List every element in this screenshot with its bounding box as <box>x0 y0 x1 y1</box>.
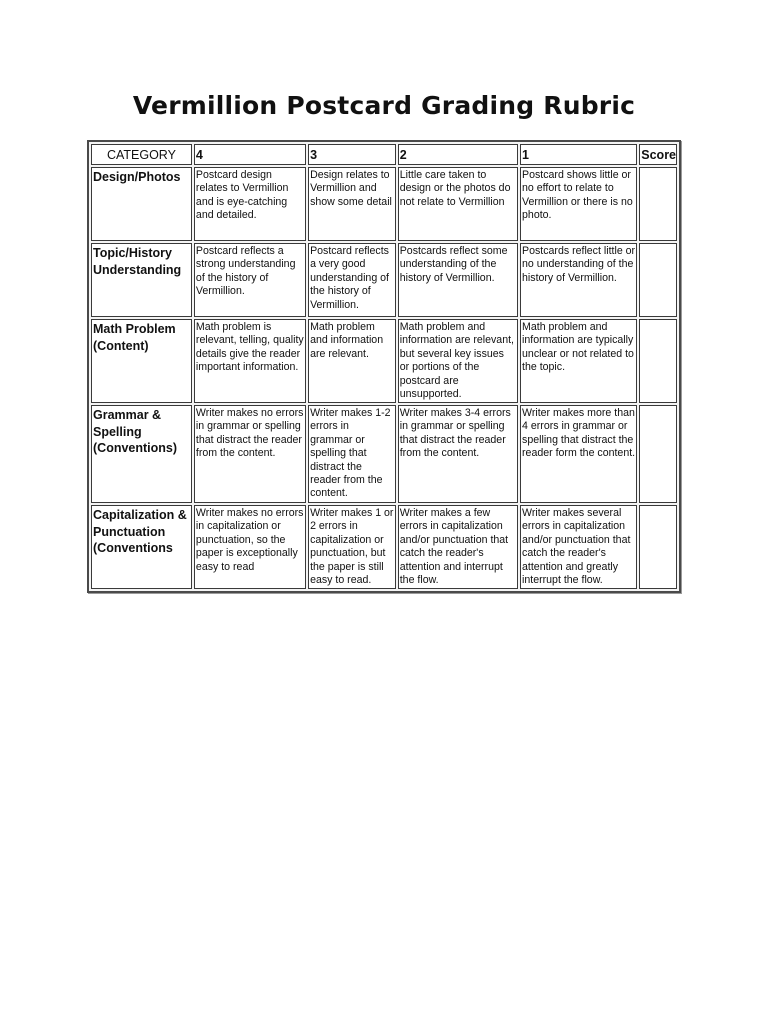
table-row <box>91 167 677 241</box>
score-cell <box>639 405 677 503</box>
row-category: Design/Photos <box>91 167 192 241</box>
criteria-level-1: Postcards reflect little or no understanding of the history of Vermillion. <box>520 243 637 317</box>
score-cell <box>639 243 677 317</box>
criteria-level-4: Postcard reflects a strong understanding of the history of Vermillion. <box>194 243 306 317</box>
header-level-2: 2 <box>398 144 518 165</box>
header-row <box>91 144 677 165</box>
criteria-level-4: Writer makes no errors in capitalization or punctuation, so the paper is exceptionally easy to read <box>194 505 306 589</box>
header-level-4: 4 <box>194 144 306 165</box>
table-row <box>91 243 677 317</box>
table-row <box>91 505 677 589</box>
score-cell <box>639 167 677 241</box>
row-category: Grammar & Spelling (Conventions) <box>91 405 192 503</box>
row-category: Capitalization & Punctuation (Conventions <box>91 505 192 589</box>
criteria-level-1: Writer makes more than 4 errors in grammar or spelling that distract the reader form the content. <box>520 405 637 503</box>
criteria-level-4: Writer makes no errors in grammar or spelling that distract the reader from the content. <box>194 405 306 503</box>
header-level-3: 3 <box>308 144 396 165</box>
criteria-level-2: Math problem and information are relevant, but several key issues or portions of the postcard are unsupported. <box>398 319 518 403</box>
table-row <box>91 405 677 503</box>
criteria-level-1: Postcard shows little or no effort to relate to Vermillion or there is no photo. <box>520 167 637 241</box>
criteria-level-2: Little care taken to design or the photos do not relate to Vermillion <box>398 167 518 241</box>
header-score: Score <box>639 144 677 165</box>
row-category: Topic/History Understanding <box>91 243 192 317</box>
header-level-1: 1 <box>520 144 637 165</box>
header-category: CATEGORY <box>91 144 192 165</box>
page-title: Vermillion Postcard Grading Rubric <box>132 91 636 120</box>
criteria-level-3: Design relates to Vermillion and show some detail <box>308 167 396 241</box>
rubric-table <box>87 140 681 593</box>
criteria-level-1: Math problem and information are typically unclear or not related to the topic. <box>520 319 637 403</box>
score-cell <box>639 319 677 403</box>
row-category: Math Problem (Content) <box>91 319 192 403</box>
criteria-level-1: Writer makes several errors in capitalization and/or punctuation that catch the reader's attention and greatly interrupt the flow. <box>520 505 637 589</box>
criteria-level-4: Postcard design relates to Vermillion and is eye-catching and detailed. <box>194 167 306 241</box>
criteria-level-3: Math problem and information are relevant. <box>308 319 396 403</box>
criteria-level-4: Math problem is relevant, telling, quality details give the reader important information. <box>194 319 306 403</box>
table-row <box>91 319 677 403</box>
criteria-level-2: Postcards reflect some understanding of the history of Vermillion. <box>398 243 518 317</box>
criteria-level-3: Writer makes 1 or 2 errors in capitalization or punctuation, but the paper is still easy to read. <box>308 505 396 589</box>
criteria-level-2: Writer makes 3-4 errors in grammar or spelling that distract the reader from the content. <box>398 405 518 503</box>
criteria-level-2: Writer makes a few errors in capitalization and/or punctuation that catch the reader's attention and interrupt the flow. <box>398 505 518 589</box>
criteria-level-3: Writer makes 1-2 errors in grammar or spelling that distract the reader from the content. <box>308 405 396 503</box>
score-cell <box>639 505 677 589</box>
criteria-level-3: Postcard reflects a very good understanding of the history of Vermillion. <box>308 243 396 317</box>
